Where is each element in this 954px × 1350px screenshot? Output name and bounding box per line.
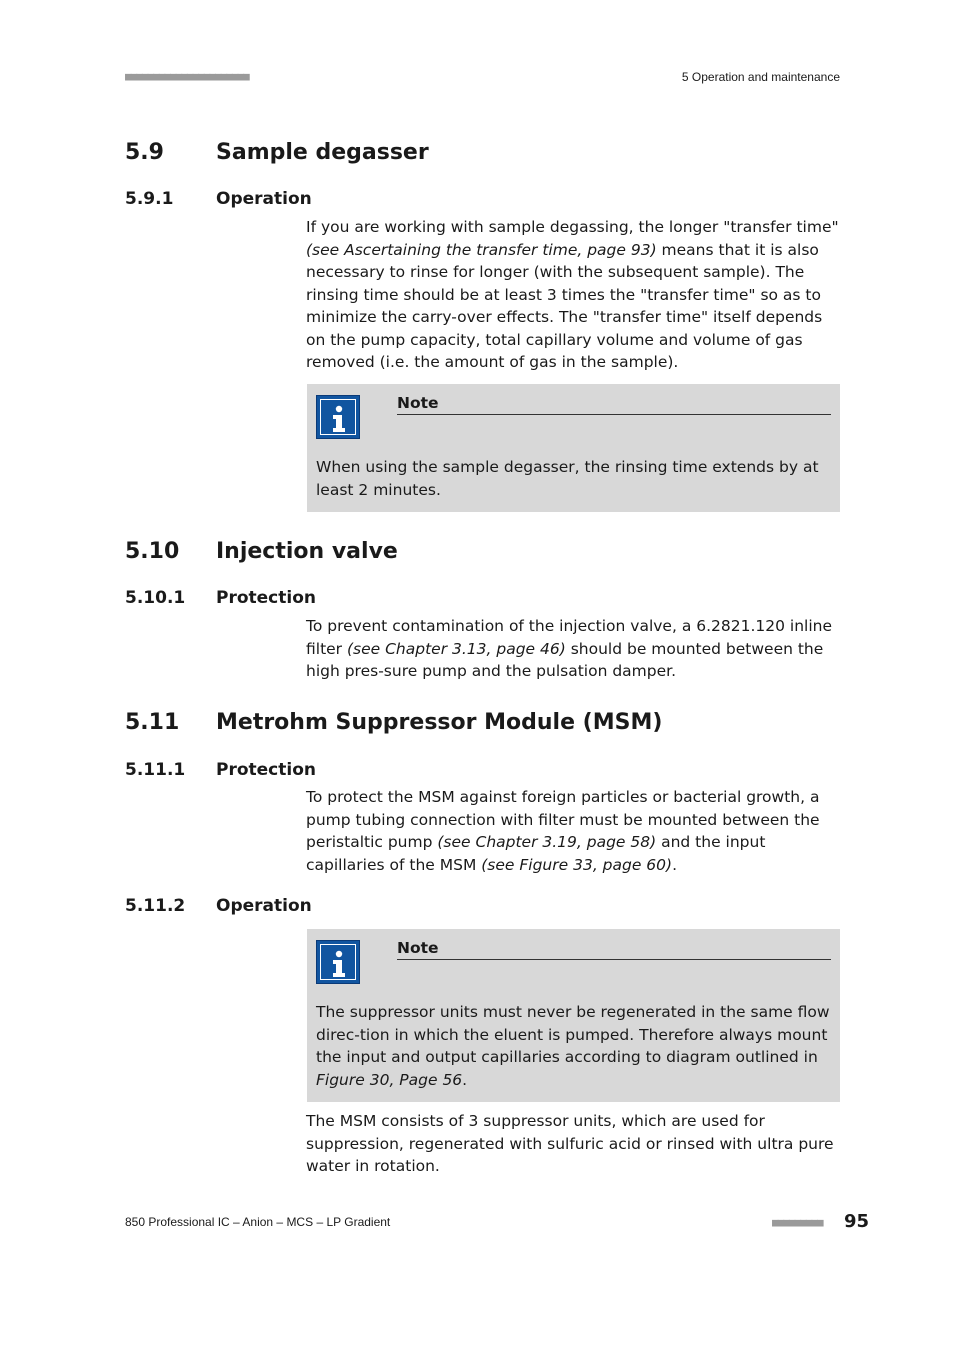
note-body: The suppressor units must never be regenerated in the same flow direc-tion in which the eluent is pumped. Therefore always mount the input and output capillaries according to diagram outlined in Figure 30, Page 56. <box>316 1003 830 1089</box>
heading-title: Protection <box>216 760 316 780</box>
paragraph-5-10-1: To prevent contamination of the injection valve, a 6.2821.120 inline filter (see Chapter 3.13, page 46) should be mounted between the high pres-sure pump and the pulsation damper. <box>306 617 833 680</box>
heading-5-11 <box>125 710 662 735</box>
heading-title: Protection <box>216 588 316 608</box>
cross-reference[interactable]: (see Chapter 3.13, page 46) <box>346 639 566 658</box>
cross-reference[interactable]: (see Figure 33, page 60) <box>481 855 673 874</box>
heading-number: 5.11 <box>125 710 180 735</box>
cross-reference[interactable]: (see Ascertaining the transfer time, page 93) <box>306 240 657 259</box>
heading-number: 5.10.1 <box>125 588 186 608</box>
note-box <box>307 384 840 512</box>
header-chapter: 5 Operation and maintenance <box>681 70 840 84</box>
note-title: Note <box>397 394 831 415</box>
paragraph-5-11-2: The MSM consists of 3 suppressor units, which are used for suppression, regenerated with sulfuric acid or rinsed with ultra pure water in rotation. <box>306 1112 834 1175</box>
info-icon <box>316 940 360 984</box>
heading-5-10-1 <box>125 588 316 608</box>
heading-title: Metrohm Suppressor Module (MSM) <box>216 710 663 735</box>
note-title: Note <box>397 939 831 960</box>
footer-product: 850 Professional IC – Anion – MCS – LP Gradient <box>125 1215 391 1229</box>
info-icon <box>316 395 360 439</box>
paragraph-5-11-1: To protect the MSM against foreign particles or bacterial growth, a pump tubing connection with filter must be mounted between the peristaltic pump (see Chapter 3.19, page 58) and the input capillaries of the MSM (see Figure 33, page 60). <box>306 788 820 874</box>
heading-number: 5.9.1 <box>125 189 174 209</box>
header-decoration: ■■■■■■■■■■■■■■■■■■■■■■ <box>125 70 249 83</box>
heading-5-9 <box>125 140 429 165</box>
note-box <box>307 929 840 1102</box>
footer-decoration: ■■■■■■■■■ <box>772 1216 823 1229</box>
heading-number: 5.10 <box>125 539 180 564</box>
heading-number: 5.11.1 <box>125 760 186 780</box>
heading-5-11-2 <box>125 896 312 916</box>
note-body: When using the sample degasser, the rinsing time extends by at least 2 minutes. <box>316 458 819 499</box>
page-number: 95 <box>844 1211 870 1232</box>
heading-title: Injection valve <box>216 539 398 564</box>
heading-5-11-1 <box>125 760 316 780</box>
cross-reference[interactable]: (see Chapter 3.19, page 58) <box>437 833 657 851</box>
heading-5-10 <box>125 539 398 564</box>
paragraph-5-9-1: If you are working with sample degassing, the longer "transfer time" (see Ascertaining the transfer time, page 93) means that it is also necessary to rinse for longer (with the subsequent sample). The rinsing time should be at least 3 times the "transfer time" so as to minimize the carry-over effects. The "transfer time" itself depends on the pump capacity, total capillary volume and volume of gas removed (i.e. the amount of gas in the sample). <box>306 218 839 371</box>
heading-title: Sample degasser <box>216 140 429 165</box>
cross-reference[interactable]: Figure 30, Page 56 <box>316 1070 463 1089</box>
heading-5-9-1 <box>125 189 312 209</box>
heading-title: Operation <box>216 189 312 209</box>
heading-number: 5.11.2 <box>125 896 186 916</box>
heading-number: 5.9 <box>125 140 164 165</box>
heading-title: Operation <box>216 896 312 916</box>
